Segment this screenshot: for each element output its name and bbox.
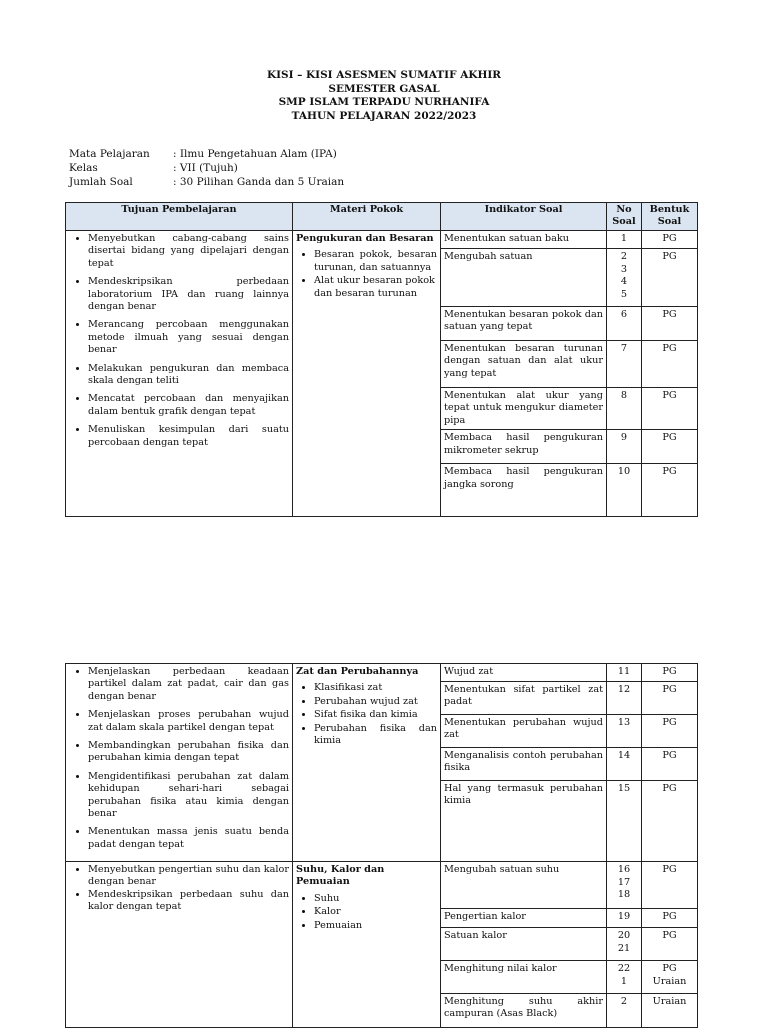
tujuan-item: • Menjelaskan perbedaan keadaan partikel dalam zat padat, cair dan gas dengan benar: [88, 666, 289, 703]
materi-title: Zat dan Perubahannya: [296, 666, 419, 677]
tujuan-list: [69, 864, 289, 914]
info-count-value: : 30 Pilihan Ganda dan 5 Uraian: [173, 176, 345, 188]
tujuan-item: • Mendeskripsikan perbedaan suhu dan kalor dengan tepat: [88, 889, 289, 914]
col-header-bentuk: Bentuk Soal: [642, 203, 698, 231]
materi-cell: [293, 862, 441, 1028]
no-soal-cell: [607, 961, 642, 994]
bentuk-soal-cell: PG: [642, 748, 698, 781]
indikator-cell: Membaca hasil pengukuran jangka sorong: [441, 464, 607, 517]
materi-cell: [293, 664, 441, 862]
no-soal-cell: [607, 928, 642, 961]
bentuk-soal-cell: PG: [642, 231, 698, 249]
materi-cell: [293, 231, 441, 517]
tujuan-item: • Menyebutkan pengertian suhu dan kalor dengan benar: [88, 864, 289, 889]
no-soal-value: 22: [617, 963, 631, 974]
materi-list: [296, 893, 437, 932]
bentuk-soal-cell: Uraian: [642, 994, 698, 1028]
indikator-cell: Mengubah satuan: [441, 249, 607, 307]
indikator-cell: Hal yang termasuk perubahan kimia: [441, 781, 607, 862]
bentuk-soal-cell: [642, 961, 698, 994]
materi-item: • Perubahan fisika dan kimia: [314, 723, 437, 748]
indikator-cell: Mengubah satuan suhu: [441, 862, 607, 909]
indikator-cell: Menentukan besaran pokok dan satuan yang tepat: [441, 307, 607, 341]
tujuan-item: • Membandingkan perubahan fisika dan perubahan kimia dengan tepat: [88, 740, 289, 765]
tujuan-cell: [66, 664, 293, 862]
materi-title: Suhu, Kalor dan Pemuaian: [296, 864, 385, 888]
no-soal-value: 3: [620, 263, 628, 275]
tujuan-item: • Menuliskan kesimpulan dari suatu percobaan dengan tepat: [88, 424, 289, 449]
table-row: [66, 862, 698, 909]
tujuan-item: • Menyebutkan cabang-cabang sains disertai bidang yang dipelajari dengan tepat: [88, 233, 289, 270]
tujuan-item: • Mencatat percobaan dan menyajikan dalam bentuk grafik dengan tepat: [88, 393, 289, 418]
bentuk-soal-cell: PG: [642, 862, 698, 909]
no-soal-value: 2: [620, 251, 628, 262]
tujuan-item: • Mendeskripsikan perbedaan laboratorium IPA dan ruang lainnya dengan benar: [88, 276, 289, 313]
no-soal-cell: [607, 249, 642, 307]
no-soal-cell: 12: [607, 682, 642, 715]
materi-item: • Sifat fisika dan kimia: [314, 709, 437, 721]
indikator-cell: Menghitung nilai kalor: [441, 961, 607, 994]
indikator-cell: Menghitung suhu akhir campuran (Asas Black): [441, 994, 607, 1028]
tujuan-list: [69, 666, 289, 851]
bentuk-soal-value: Uraian: [652, 975, 687, 987]
no-soal-cell: 8: [607, 388, 642, 430]
no-soal-cell: 2: [607, 994, 642, 1028]
bentuk-soal-value: PG: [662, 963, 677, 974]
bentuk-soal-cell: PG: [642, 664, 698, 682]
indikator-cell: Menentukan besaran turunan dengan satuan dan alat ukur yang tepat: [441, 341, 607, 388]
table-header-row: [66, 203, 698, 231]
bentuk-soal-cell: PG: [642, 928, 698, 961]
info-subject-value: : Ilmu Pengetahuan Alam (IPA): [173, 148, 337, 160]
col-header-indikator: Indikator Soal: [441, 203, 607, 231]
materi-item: • Suhu: [314, 893, 437, 905]
tujuan-list: [69, 233, 289, 449]
materi-item: • Perubahan wujud zat: [314, 696, 437, 708]
no-soal-cell: 15: [607, 781, 642, 862]
indikator-cell: Pengertian kalor: [441, 909, 607, 928]
col-header-tujuan: Tujuan Pembelajaran: [66, 203, 293, 231]
bentuk-soal-cell: PG: [642, 430, 698, 464]
kisi-table-1: [65, 202, 698, 517]
header-title: KISI – KISI ASESMEN SUMATIF AKHIR: [266, 69, 502, 81]
info-class-value: : VII (Tujuh): [173, 162, 238, 174]
no-soal-value: 17: [617, 876, 631, 888]
indikator-cell: Menganalisis contoh perubahan fisika: [441, 748, 607, 781]
indikator-cell: Membaca hasil pengukuran mikrometer sekrup: [441, 430, 607, 464]
no-soal-cell: 14: [607, 748, 642, 781]
no-soal-cell: 9: [607, 430, 642, 464]
bentuk-soal-cell: PG: [642, 249, 698, 307]
no-soal-cell: 13: [607, 715, 642, 748]
info-class-label: Kelas: [69, 162, 98, 174]
indikator-cell: Menentukan sifat partikel zat padat: [441, 682, 607, 715]
materi-list: [296, 682, 437, 747]
no-soal-value: 1: [620, 975, 628, 987]
no-soal-value: 16: [617, 864, 631, 875]
tujuan-item: • Menentukan massa jenis suatu benda padat dengan tepat: [88, 826, 289, 851]
materi-item: • Pemuaian: [314, 920, 437, 932]
no-soal-value: 20: [617, 930, 631, 941]
tujuan-item: • Mengidentifikasi perubahan zat dalam kehidupan sehari-hari sebagai perubahan fisika atau kimia dengan benar: [88, 771, 289, 821]
col-header-materi: Materi Pokok: [293, 203, 441, 231]
tujuan-item: • Melakukan pengukuran dan membaca skala dengan teliti: [88, 363, 289, 388]
document-info: [69, 147, 344, 189]
info-subject-label: Mata Pelajaran: [69, 148, 150, 160]
document-header: [0, 69, 768, 123]
tujuan-cell: [66, 862, 293, 1028]
info-count: [69, 175, 344, 189]
info-class: [69, 161, 344, 175]
no-soal-cell: 10: [607, 464, 642, 517]
bentuk-soal-cell: PG: [642, 341, 698, 388]
no-soal-cell: 11: [607, 664, 642, 682]
bentuk-soal-cell: PG: [642, 464, 698, 517]
bentuk-soal-cell: PG: [642, 715, 698, 748]
indikator-cell: Menentukan alat ukur yang tepat untuk mengukur diameter pipa: [441, 388, 607, 430]
no-soal-value: 5: [620, 288, 628, 300]
indikator-cell: Menentukan perubahan wujud zat: [441, 715, 607, 748]
table-row: [66, 664, 698, 682]
info-subject: [69, 147, 344, 161]
header-year: TAHUN PELAJARAN 2022/2023: [291, 109, 477, 122]
no-soal-cell: 19: [607, 909, 642, 928]
tujuan-item: • Menjelaskan proses perubahan wujud zat dalam skala partikel dengan tepat: [88, 709, 289, 734]
no-soal-cell: 1: [607, 231, 642, 249]
col-header-no: No Soal: [607, 203, 642, 231]
no-soal-cell: 7: [607, 341, 642, 388]
no-soal-value: 4: [620, 276, 628, 288]
kisi-table-2: [65, 663, 698, 1028]
no-soal-cell: [607, 862, 642, 909]
tujuan-item: • Merancang percobaan menggunakan metode ilmuah yang sesuai dengan benar: [88, 319, 289, 356]
materi-item: • Besaran pokok, besaran turunan, dan satuannya: [314, 249, 437, 274]
materi-item: • Alat ukur besaran pokok dan besaran turunan: [314, 275, 437, 300]
materi-item: • Klasifikasi zat: [314, 682, 437, 694]
bentuk-soal-cell: PG: [642, 909, 698, 928]
indikator-cell: Menentukan satuan baku: [441, 231, 607, 249]
header-semester: SEMESTER GASAL: [328, 82, 440, 95]
bentuk-soal-cell: PG: [642, 307, 698, 341]
header-school: SMP ISLAM TERPADU NURHANIFA: [278, 96, 490, 108]
indikator-cell: Wujud zat: [441, 664, 607, 682]
materi-item: • Kalor: [314, 906, 437, 918]
bentuk-soal-cell: PG: [642, 682, 698, 715]
tujuan-cell: [66, 231, 293, 517]
materi-list: [296, 249, 437, 300]
indikator-cell: Satuan kalor: [441, 928, 607, 961]
bentuk-soal-cell: PG: [642, 388, 698, 430]
materi-title: Pengukuran dan Besaran: [296, 233, 434, 244]
no-soal-cell: 6: [607, 307, 642, 341]
info-count-label: Jumlah Soal: [69, 176, 133, 188]
no-soal-value: 21: [617, 942, 631, 954]
no-soal-value: 18: [617, 889, 631, 901]
bentuk-soal-cell: PG: [642, 781, 698, 862]
table-row: [66, 231, 698, 249]
